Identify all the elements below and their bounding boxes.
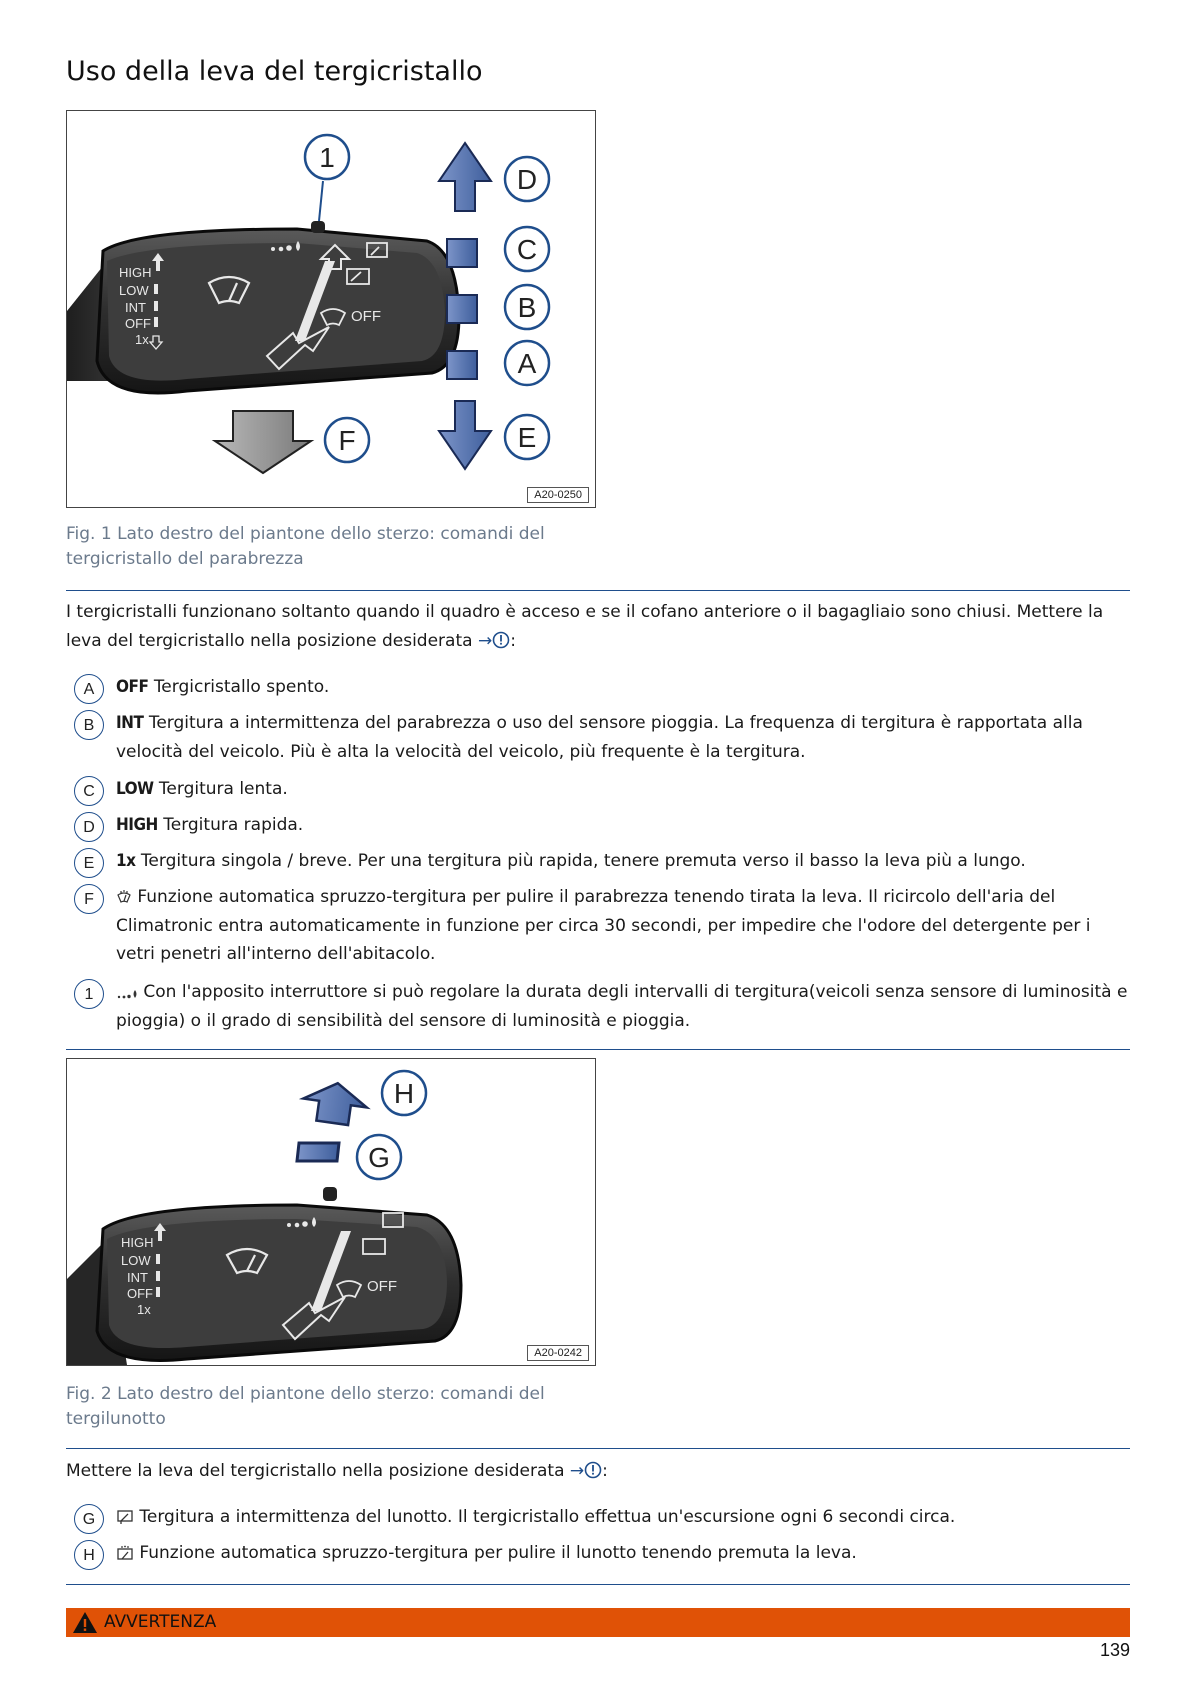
rear-washer-icon — [116, 1545, 134, 1561]
item-badge: D — [74, 812, 104, 842]
item-badge: 1 — [74, 979, 104, 1009]
callout-A: A — [517, 348, 537, 379]
list-item: 1 Con l'apposito interruttore si può regolare la durata degli intervalli di tergitura(veicoli senza sensore di luminosità e pioggia) o il grado di sensibilità del sensore di luminosità e pioggia. — [74, 978, 1130, 1038]
list-item: C LOW Tergitura lenta. — [74, 775, 1130, 807]
lever-label-int: INT — [125, 300, 146, 315]
lever-label-1x: 1x — [135, 332, 149, 347]
single-wipe-symbol: 1x — [116, 851, 136, 871]
lever-label-int: INT — [127, 1270, 148, 1285]
item-badge: E — [74, 848, 104, 878]
page-number: 139 — [1099, 1640, 1130, 1660]
item-badge: H — [74, 1540, 104, 1570]
item-badge: B — [74, 710, 104, 740]
list-item: B INT Tergitura a intermittenza del parabrezza o uso del sensore pioggia. La frequenza di tergitura è rapportata alla velocità del veicolo. Più è alta la velocità del veicolo, più frequente è la tergitura. — [74, 709, 1130, 769]
warning-reference-icon[interactable]: → — [478, 631, 510, 651]
lever-label-off: OFF — [127, 1286, 153, 1301]
item-badge: F — [74, 884, 104, 914]
list-item: A OFF Tergicristallo spento. — [74, 673, 1130, 705]
lever-label-off-rear: OFF — [351, 308, 381, 325]
page-title: Uso della leva del tergicristallo — [66, 56, 483, 87]
figure-2-caption: Fig. 2 Lato destro del piantone dello sterzo: comandi del tergilunotto — [66, 1384, 545, 1429]
washer-wipe-icon — [116, 889, 132, 905]
item-badge: G — [74, 1504, 104, 1534]
list-item: G Tergitura a intermittenza del lunotto. Il tergicristallo effettua un'escursione ogni 6 secondi circa. — [74, 1503, 1130, 1535]
list-item: F Funzione automatica spruzzo-tergitura per pulire il parabrezza tenendo tirata la leva. Il ricircolo dell'aria del Climatronic entra automaticamente in funzione per circa 30 secondi, per impedire che l'odore del detergente per i vetri penetri all'interno dell'abitacolo. — [74, 883, 1130, 973]
callout-1: 1 — [319, 142, 335, 173]
callout-E: E — [517, 422, 537, 453]
figure-1 — [66, 110, 596, 508]
callout-C: C — [516, 234, 538, 265]
warning-label: AVVERTENZA — [104, 1612, 217, 1632]
wiper-lever-illustration-rear — [67, 1059, 595, 1365]
intro-paragraph: I tergicristalli funzionano soltanto quando il quadro è acceso e se il cofano anteriore o il bagagliaio sono chiusi. Mettere la leva del tergicristallo nella posizione desiderata → : — [66, 602, 1104, 651]
callout-D: D — [516, 164, 538, 195]
callout-H: H — [393, 1078, 415, 1109]
callout-F: F — [338, 425, 356, 456]
item-badge: A — [74, 674, 104, 704]
lever-label-low: LOW — [119, 283, 149, 298]
lever-label-1x: 1x — [137, 1302, 151, 1317]
figure-code: A20-0242 — [527, 1345, 589, 1361]
figure-code: A20-0250 — [527, 487, 589, 503]
list-item: D HIGH Tergitura rapida. — [74, 811, 1130, 843]
int-symbol: INT — [116, 713, 144, 733]
low-symbol: LOW — [116, 779, 154, 799]
divider — [66, 590, 1130, 591]
item-badge: C — [74, 776, 104, 806]
callout-G: G — [368, 1142, 390, 1173]
warning-reference-icon[interactable]: → — [570, 1461, 602, 1481]
list-item: H Funzione automatica spruzzo-tergitura per pulire il lunotto tenendo premuta la leva. — [74, 1539, 1130, 1571]
warning-banner — [66, 1608, 1130, 1637]
off-symbol: OFF — [116, 677, 149, 697]
intro-paragraph-rear: Mettere la leva del tergicristallo nella posizione desiderata → : — [66, 1461, 608, 1481]
callout-B: B — [517, 292, 537, 323]
figure-2 — [66, 1058, 596, 1366]
lever-label-high: HIGH — [119, 265, 152, 280]
figure-1-caption: Fig. 1 Lato destro del piantone dello sterzo: comandi del tergicristallo del parabrezza — [66, 524, 545, 569]
rear-wiper-icon — [116, 1509, 134, 1525]
lever-label-high: HIGH — [121, 1235, 154, 1250]
list-item: E 1x Tergitura singola / breve. Per una tergitura più rapida, tenere premuta verso il basso la leva più a lungo. — [74, 847, 1130, 879]
lever-label-low: LOW — [121, 1253, 151, 1268]
warning-triangle-icon — [72, 1611, 98, 1634]
divider — [66, 1448, 1130, 1449]
lever-label-off: OFF — [125, 316, 151, 331]
divider — [66, 1049, 1130, 1050]
divider — [66, 1584, 1130, 1585]
drops-icon — [116, 986, 138, 1000]
lever-label-off-rear: OFF — [367, 1278, 397, 1295]
wiper-lever-illustration-front — [67, 111, 595, 507]
high-symbol: HIGH — [116, 815, 158, 835]
